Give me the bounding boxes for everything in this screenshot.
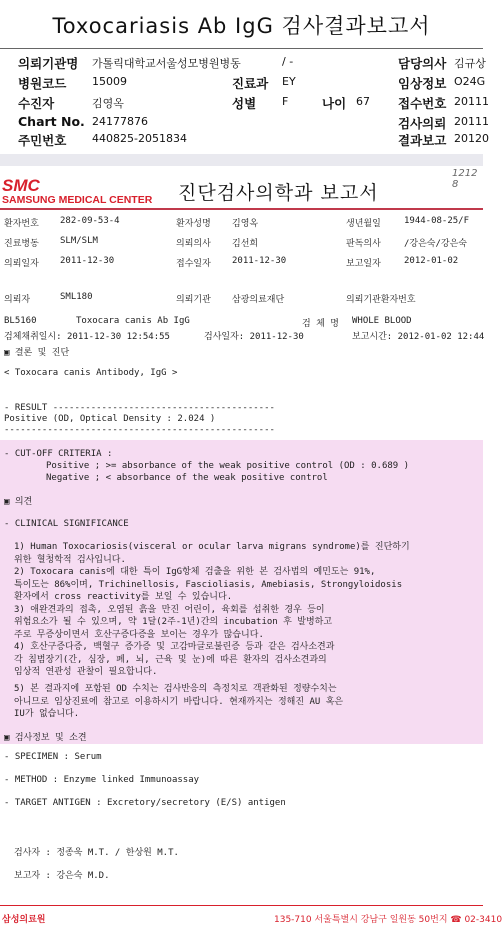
judge-label: 판독의사 (346, 239, 381, 249)
test-request-label: 검사의뢰 (398, 116, 447, 131)
inst-value: 삼광의료재단 (232, 295, 285, 305)
header-row-institution (0, 54, 486, 72)
footer-address: 135-710 서울특별시 강남구 일원동 50번지 ☎ 02-3410 (274, 915, 502, 925)
clinical-note-5 (14, 683, 474, 721)
tester-info: 검사자 : 정종욱 M.T. / 한상원 M.T. (14, 848, 179, 858)
receipt-no-label: 접수번호 (398, 96, 447, 111)
clinical-title-line (0, 519, 483, 533)
clinical-significance (14, 541, 474, 679)
result-section-header (0, 345, 483, 359)
reporter-info: 보고자 : 강은숙 M.D. (14, 871, 110, 881)
testinfo-header: ▣ 검사정보 및 소견 (4, 733, 87, 743)
clinical-line: 각 침범장기(간, 심장, 폐, 뇌, 근육 및 눈)에 따른 환자의 검사소견과의 (14, 654, 327, 665)
specimen-value: WHOLE BLOOD (352, 316, 412, 326)
doctor-value: 김규상 (454, 57, 486, 70)
info-row-3 (0, 256, 483, 270)
smc-logo (2, 176, 152, 206)
result-header: ▣ 결론 및 진단 (4, 348, 70, 358)
clinical-line: 위한 혈청학적 검사입니다. (14, 554, 126, 565)
inst-pid-label: 의뢰기관환자번호 (346, 295, 416, 305)
clinical-line: 1) Human Toxocariosis(visceral or ocular larva migrans syndrome)를 진단하기 (14, 542, 410, 552)
method-line (0, 775, 483, 789)
doc-value: 김선희 (232, 239, 259, 249)
cutoff-positive: Positive ; >= absorbance of the weak positive control (OD : 0.689 ) (46, 461, 410, 471)
recv-date-value: 2011-12-30 (232, 256, 287, 266)
result-report-value: 20120 (454, 132, 489, 145)
testinfo-header-line (0, 730, 483, 744)
resident-no-value: 440825-2051834 (92, 132, 187, 145)
specimen-label: 검 체 명 (302, 319, 339, 329)
department-value: EY (282, 75, 296, 88)
rep-date-value: 2012-01-02 (404, 256, 459, 266)
age-label: 나이 (322, 96, 347, 111)
clinical-line: 2) Toxocara canis에 대한 특이 IgG항체 검출을 위한 본 검사법의 예민도는 91%, (14, 567, 376, 577)
result-value: Positive (OD, Optical Density : 2.024 ) (4, 414, 216, 424)
test-name: Toxocara canis Ab IgG (76, 316, 190, 326)
header-row-patient (0, 94, 489, 112)
test-date: 검사일자: 2011-12-30 (204, 332, 304, 342)
clinical-line: 특이도는 86%이며, Trichinellosis, Fascioliasis, Amebiasis, Strongyloidosis (14, 579, 403, 590)
clinical-info-value: O24G (454, 75, 486, 88)
chart-no-value: 24177876 (92, 115, 148, 128)
client-label: 의뢰자 (4, 295, 31, 305)
department-label: 진료과 (232, 76, 269, 91)
header-row-chart (0, 114, 489, 132)
recv-date-label: 접수일자 (176, 259, 211, 269)
judge-value: /강은숙/강은숙 (404, 239, 468, 249)
clinical-line: 아니므로 임상진료에 참고로 이용하시기 바랍니다. 현재까지는 정해진 AU 혹은 (14, 696, 344, 707)
footer-divider (0, 905, 483, 906)
result-rule: -------------------------------------------------- (4, 425, 275, 435)
dob-label: 생년월일 (346, 219, 381, 229)
lab-report-title: 진단검사의학과 보고서 (178, 182, 379, 204)
name-value: 김영옥 (232, 219, 259, 229)
test-request-value: 20111 (454, 115, 489, 128)
info-row-1 (0, 216, 483, 230)
handwritten-note: 1212 8 (452, 168, 478, 190)
opinion-header-line (0, 494, 483, 508)
test-line (0, 316, 483, 330)
header-row-id (0, 131, 489, 149)
result-label: - RESULT ----------------------------------------- (4, 403, 275, 413)
hospital-code-value: 15009 (92, 75, 127, 88)
specimen-line (0, 752, 483, 766)
inst-label: 의뢰기관 (176, 295, 211, 305)
page-gap (0, 154, 483, 166)
rep-date-label: 보고일자 (346, 259, 381, 269)
test-code: BL5160 (4, 316, 37, 326)
req-date-value: 2011-12-30 (60, 256, 115, 266)
info-row-2 (0, 236, 483, 250)
result-rule-line (0, 425, 483, 439)
doc-label: 의뢰의사 (176, 239, 211, 249)
cutoff-negative: Negative ; < absorbance of the weak positive control (46, 473, 328, 483)
clinical-line: 주로 무증상이면서 호산구증다증을 보이는 경우가 많습니다. (14, 629, 264, 640)
dept-value: SLM/SLM (60, 236, 98, 246)
logo-sub: SAMSUNG MEDICAL CENTER (2, 194, 153, 206)
institution-label: 의뢰기관명 (18, 56, 79, 71)
clinical-line: 위험요소가 될 수 있으며, 약 1달(2주-1년)간의 incubation 후 발병하고 (14, 617, 333, 627)
patient-label: 수진자 (18, 96, 55, 111)
reg-value: 282-09-53-4 (60, 216, 120, 226)
red-divider (0, 208, 483, 210)
antibody-name: < Toxocara canis Antibody, IgG > (4, 368, 178, 378)
dob-value: 1944-08-25/F (404, 216, 470, 226)
hospital-code-label: 병원코드 (18, 76, 67, 91)
report-title: Toxocariasis Ab IgG 검사결과보고서 (52, 14, 431, 38)
reporter-line (0, 868, 483, 882)
antigen-info: - TARGET ANTIGEN : Excretory/secretory (E/S) antigen (4, 798, 286, 808)
sex-value: F (282, 95, 289, 108)
report-time: 보고시간: 2012-01-02 12:44 (352, 332, 485, 342)
collect-time: 검체채취일시: 2011-12-30 12:54:55 (4, 332, 170, 342)
clinical-title: - CLINICAL SIGNIFICANCE (4, 519, 129, 529)
info-row-4 (0, 292, 483, 306)
reg-label: 환자번호 (4, 219, 39, 229)
req-date-label: 의뢰일자 (4, 259, 39, 269)
cutoff-title: - CUT-OFF CRITERIA : (4, 449, 113, 459)
clinical-line: 3) 애완견과의 접촉, 오염된 흙을 만진 어린이, 육회를 섭취한 경우 등이 (14, 604, 325, 615)
institution-ward: / - (282, 55, 294, 68)
tester-line (0, 845, 483, 859)
cutoff-neg-line (0, 473, 483, 487)
footer-org: 삼성의료원 (2, 915, 46, 925)
times-line (0, 329, 483, 343)
institution-value: 가톨릭대학교서울성모병원병동 (92, 57, 241, 70)
specimen-info: - SPECIMEN : Serum (4, 752, 102, 762)
clinical-line: IU가 없습니다. (14, 709, 80, 719)
clinical-line: 환자에서 cross reactivity를 보일 수 있습니다. (14, 592, 233, 602)
antigen-line (0, 798, 483, 812)
antibody-line (0, 368, 483, 382)
dept-label: 진료병동 (4, 239, 39, 249)
chart-no-label: Chart No. (18, 114, 85, 129)
age-value: 67 (356, 95, 370, 108)
name-label: 환자성명 (176, 219, 211, 229)
result-report-label: 결과보고 (398, 133, 447, 148)
clinical-line: 4) 호산구증다증, 백혈구 증가증 및 고감마글로불린증 등과 같은 검사소견과 (14, 642, 335, 652)
sex-label: 성별 (232, 96, 257, 111)
patient-value: 김영옥 (92, 97, 124, 110)
receipt-no-value: 20111 (454, 95, 489, 108)
method-info: - METHOD : Enzyme linked Immunoassay (4, 775, 200, 785)
clinical-line: 5) 본 결과지에 포함된 OD 수치는 검사반응의 측정치로 객관화된 정량수치는 (14, 684, 337, 694)
divider (0, 48, 483, 49)
header-row-hospital-code (0, 74, 486, 92)
doctor-label: 담당의사 (398, 56, 447, 71)
client-value: SML180 (60, 292, 93, 302)
clinical-info-label: 임상정보 (398, 76, 447, 91)
opinion-header: ▣ 의견 (4, 497, 33, 507)
clinical-line: 임상적 연관성 관찰이 필요합니다. (14, 667, 158, 677)
resident-no-label: 주민번호 (18, 133, 67, 148)
logo-main: SMC (2, 176, 40, 195)
